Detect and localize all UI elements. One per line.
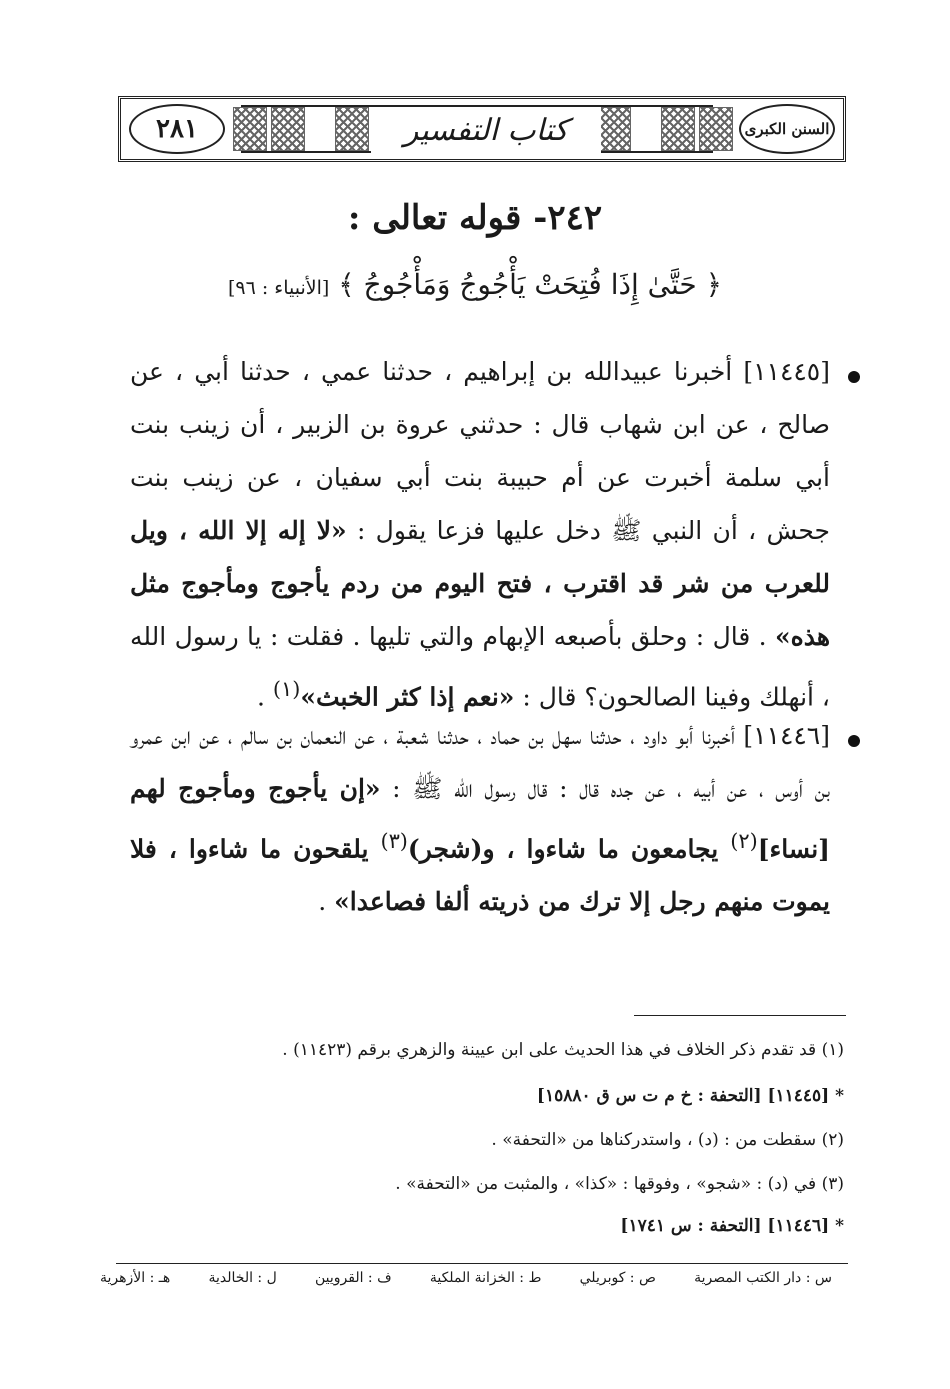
legend-item: ص : كوبريلي (579, 1270, 656, 1286)
hadith-text: . (318, 887, 335, 917)
legend-item: ل : الخالدية (208, 1270, 277, 1286)
hadith-paragraph-11446 (130, 709, 830, 928)
page-number: ٢٨١ (129, 104, 225, 154)
legend-item: س : دار الكتب المصرية (694, 1270, 832, 1286)
legend-item: ط : الخزانة الملكية (429, 1270, 542, 1286)
hadith-text: . (256, 682, 273, 712)
footnote-2: (٢) سقطت من : (د) ، واستدركناها من «التحفة» . (491, 1130, 844, 1150)
footnote-marker: (٢) (730, 829, 758, 853)
bullet-icon (848, 371, 860, 383)
hadith-prophetic-text: يلقحون ما شاءوا ، فلا يموت منهم رجل إلا ترك من ذريته ألفا فصاعدا» (130, 834, 830, 917)
hadith-text: [١١٤٤٥] أخبرنا عبيدالله بن إبراهيم ، حدثنا عمي ، حدثنا أبي ، عن صالح ، عن ابن شهاب قال : حدثني عروة بن الزبير ، أن زينب بنت أبي سلمة أخبرت عن أم حبيبة بنت أبي سفيان ، عن زينب بنت جحش ، أن النبي ﷺ دخل عليها فزعا يقول : (130, 357, 830, 545)
ornament-icon (335, 107, 369, 151)
verse-reference: [الأنبياء : ٩٦] (227, 277, 330, 299)
verse-text: ﴿ حَتَّىٰ إِذَا فُتِحَتْ يَأْجُوجُ وَمَأْجُوجُ ﴾ (338, 268, 723, 301)
hadith-text: [١١٤٤٦] أخبرنا أبو داود ، حدثنا سهل بن حماد ، حدثنا شعبة ، عن النعمان بن سالم ، عن ابن عمرو بن أوس ، عن أبيه ، عن جده قال : قال رسول الله ﷺ : (130, 721, 830, 803)
footnote-marker: (٣) (380, 829, 408, 853)
quran-verse (0, 268, 950, 301)
legend-item: هـ : الأزهرية (100, 1270, 171, 1286)
footnote-takhrij-11445: * [١١٤٤٥] [التحفة : خ م ت س ق ١٥٨٨٠] (536, 1086, 844, 1106)
footnote-1: (١) قد تقدم ذكر الخلاف في هذا الحديث على ابن عيينة والزهري برقم (١١٤٢٣) . (282, 1040, 844, 1060)
footnote-takhrij-11446: * [١١٤٤٦] [التحفة : س ١٧٤١] (620, 1216, 844, 1236)
legend-item: ف : القرويين (314, 1270, 392, 1286)
hadith-text: . قال : وحلق بأصبعه الإبهام والتي تليها . فقلت : يا رسول الله ، أنهلك وفينا الصالحون؟ قال : (130, 622, 830, 712)
running-title: كتاب التفسير (371, 107, 601, 153)
hadith-prophetic-text: «نعم إذا كثر الخبث» (300, 682, 515, 712)
book-seal-logo: السنن الكبرى (739, 104, 835, 154)
footnote-divider (634, 1015, 846, 1016)
page-header-banner (118, 96, 846, 162)
chapter-heading: ٢٤٢- قوله تعالى : (347, 198, 603, 238)
footnote-marker: (١) (272, 677, 301, 701)
ornament-icon (597, 107, 631, 151)
ornament-icon (233, 107, 267, 151)
hadith-prophetic-text: «لا إله إلا الله ، ويل للعرب من شر قد اقترب ، فتح اليوم من ردم يأجوج ومأجوج مثل هذه» (130, 516, 830, 651)
manuscript-legend (100, 1270, 832, 1286)
hadith-prophetic-text: «إن يأجوج ومأجوج لهم [نساء] (130, 774, 830, 864)
hadith-paragraph-11445 (130, 345, 830, 723)
hadith-prophetic-text: يجامعون ما شاءوا ، و(شجر) (407, 834, 731, 864)
bullet-icon (848, 735, 860, 747)
ornament-icon (661, 107, 695, 151)
legend-divider (116, 1263, 848, 1264)
ornament-icon (699, 107, 733, 151)
ornament-icon (271, 107, 305, 151)
footnote-3: (٣) في (د) : «شجو» ، وفوقها : «كذا» ، والمثبت من «التحفة» . (395, 1174, 844, 1194)
